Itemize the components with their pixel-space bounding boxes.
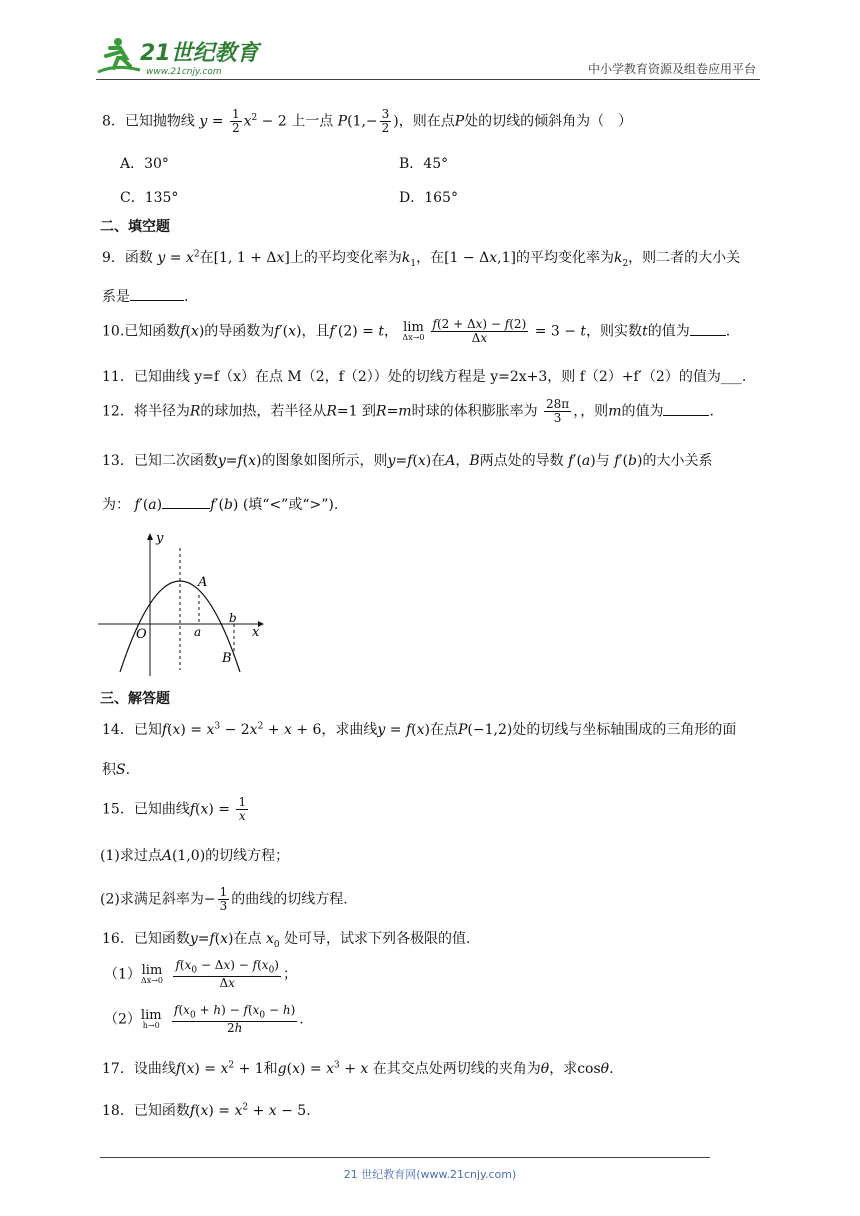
footer-link[interactable]: 21 世纪教育网(www.21cnjy.com)	[343, 1168, 517, 1181]
question-11: 11．已知曲线 y=f（x）在点 M（2，f（2））处的切线方程是 y=2x+3，则 f（2）+f′（2）的值为___.	[102, 369, 747, 385]
question-16-part1: （1） lim Δx→0 $\frac{f(x_0 - \Delta x) - f(x_0)}{\Delta x}$ ；	[104, 958, 297, 991]
option-a[interactable]: A．30°	[120, 156, 169, 172]
question-9-cont: 系是 .	[102, 289, 189, 305]
question-9: 9．函数 $y = x^2$在[1, 1 + Δx]上的平均变化率为$k_1$，在[1 − Δx,1]的平均变化率为$k_2$，则二者的大小关	[102, 249, 741, 269]
section-solutions: 三、解答题	[100, 691, 170, 707]
answer-blank[interactable]	[130, 300, 184, 301]
option-b[interactable]: B．45°	[399, 156, 449, 172]
option-d[interactable]: D．165°	[399, 190, 458, 206]
svg-text:O: O	[136, 627, 147, 642]
option-c[interactable]: C．135°	[120, 190, 179, 206]
answer-blank[interactable]	[162, 508, 210, 509]
svg-text:A: A	[198, 575, 208, 590]
question-15-part1: (1)求过点A(1,0)的切线方程；	[100, 848, 290, 864]
runner-icon	[98, 38, 140, 72]
site-name: 中小学教育资源及组卷应用平台	[587, 62, 756, 76]
svg-text:y: y	[156, 531, 164, 546]
section-fill-in: 二、填空题	[100, 219, 170, 235]
answer-blank[interactable]	[663, 415, 709, 416]
question-10: 10.已知函数f(x)的导函数为f′(x)，且f′(2) = t， lim Δx→0 $\frac{f(2 + \Delta x) - f(2)}{\Delta x}$ = 3 − t，则实数t的值为 .	[102, 317, 731, 346]
question-13: 13．已知二次函数y=f(x)的图象如图所示，则y=f(x)在A，B两点处的导数 f′(a)与 f′(b)的大小关系	[102, 453, 713, 469]
svg-text:x: x	[252, 625, 260, 640]
question-16-part2: （2） lim h→0 $\frac{f(x_0 + h) - f(x_0 - h)}{2h}$ .	[104, 1003, 304, 1036]
question-17: 17．设曲线$f(x) = x^2 + 1$和$g(x) = x^3 + x$ 在其交点处两切线的夹角为θ，求cosθ.	[102, 1060, 614, 1077]
logo-url: www.21cnjy.com	[146, 67, 222, 77]
question-15-part2: (2)求满足斜率为− $\frac{1}{3}$ 的曲线的切线方程.	[100, 885, 348, 914]
header-divider	[96, 79, 760, 80]
question-16: 16．已知函数y=f(x)在点 $x_0$ 处可导，试求下列各极限的值.	[102, 931, 471, 950]
footer-divider	[100, 1157, 710, 1158]
question-12: 12．将半径为R的球加热，若半径从R=1 到R=m时球的体积膨胀率为 $\frac{28\pi}{3}$ ，，则m的值为 .	[102, 397, 714, 426]
question-8: 8．已知抛物线 y = $\frac{1}{2}$ $x^2 - 2$ 上一点 P(1,− $\frac{3}{2}$ )，则在点P处的切线的倾斜角为（ ）	[102, 107, 633, 136]
question-18: 18．已知函数$f(x) = x^2 + x - 5$.	[102, 1102, 311, 1119]
answer-blank[interactable]	[690, 335, 726, 336]
site-logo	[96, 34, 266, 80]
svg-text:B: B	[222, 651, 232, 666]
question-13-cont: 为： f′(a) f′(b) (填“<”或“>”).	[102, 497, 339, 513]
svg-text:a: a	[194, 625, 202, 639]
question-15: 15．已知曲线f(x) = $\frac{1}{x}$	[102, 795, 247, 824]
question-14-cont: 积S.	[102, 762, 131, 778]
question-14: 14．已知$f(x) = x^3 - 2x^2 + x + 6$，求曲线y = f(x)在点P(−1,2)处的切线与坐标轴围成的三角形的面	[102, 721, 737, 738]
logo-text: 21世纪教育	[140, 41, 259, 66]
parabola-graph	[98, 530, 268, 678]
svg-text:b: b	[229, 611, 237, 625]
